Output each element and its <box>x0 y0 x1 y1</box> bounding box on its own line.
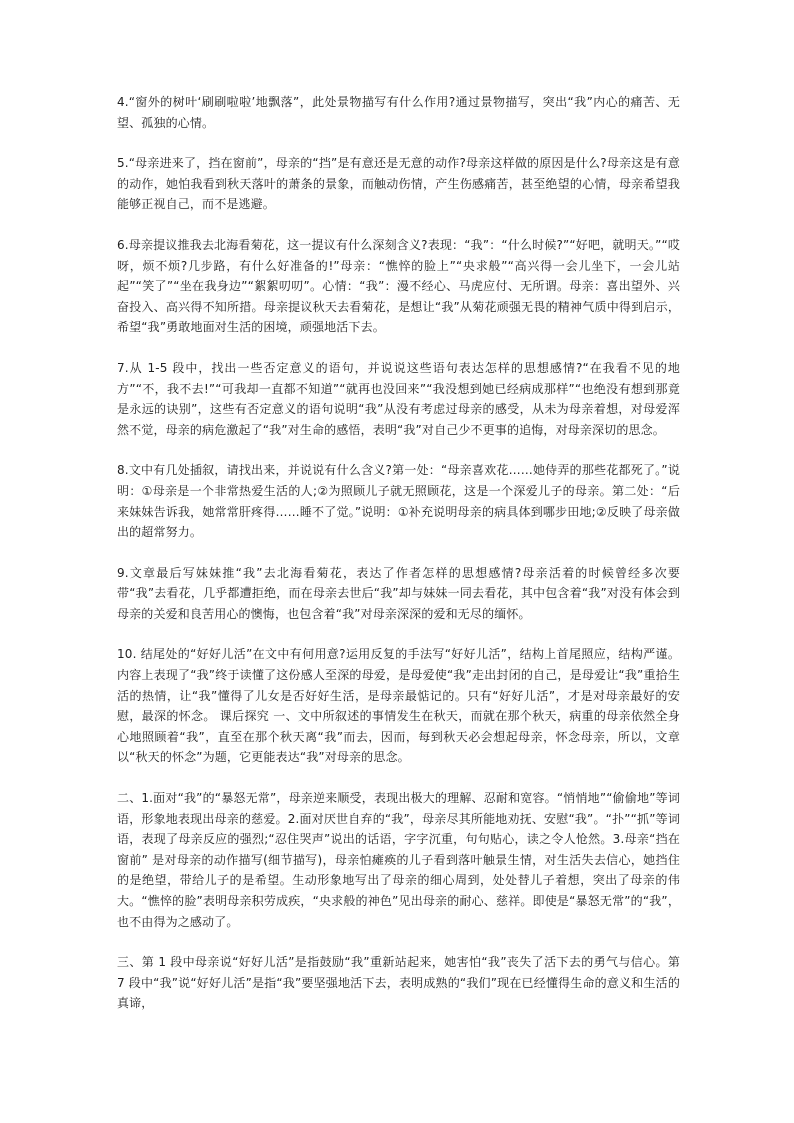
paragraph-q7: 7.从 1-5 段中，找出一些否定意义的语句，并说说这些语句表达怎样的思想感情?“在我看不见的地方”“不，我不去!”“可我却一直都不知道”“就再也没回来”“我没想到她已经病成那样”“也绝没有想到那竟是永远的诀别”，这些有否定意义的语句说明“我”从没有考虑过母亲的感受，从未为母亲着想，对母爱浑然不觉，母亲的病危激起了“我”对生命的感悟，表明“我”对自己少不更事的追悔，对母亲深切的思念。 <box>117 360 680 437</box>
paragraph-q6: 6.母亲提议推我去北海看菊花，这一提议有什么深刻含义?表现：“我”：“什么时候?”“好吧，就明天。”“哎呀，烦不烦?几步路，有什么好准备的!”母亲：“憔悴的脸上”“央求般”“高兴得一会儿坐下，一会儿站起”“笑了”“坐在我身边”“絮絮叨叨”。心情：“我”：漫不经心、马虎应付、无所谓。母亲：喜出望外、兴奋投入、高兴得不知所措。母亲提议秋天去看菊花，是想让“我”从菊花顽强无畏的精神气质中得到启示，希望“我”勇敢地面对生活的困境，顽强地活下去。 <box>117 237 680 335</box>
paragraph-q8: 8.文中有几处插叙，请找出来，并说说有什么含义?第一处：“母亲喜欢花……她侍弄的那些花都死了。”说明：①母亲是一个非常热爱生活的人;②为照顾儿子就无照顾花，这是一个深爱儿子的母亲。第二处：“后来妹妹告诉我，她常常肝疼得……睡不了觉。”说明：①补充说明母亲的病具体到哪步田地;②反映了母亲做出的超常努力。 <box>117 463 680 540</box>
paragraph-q4: 4.“窗外的树叶‘刷刷啦啦’地飘落”，此处景物描写有什么作用?通过景物描写，突出“我”内心的痛苦、无望、孤独的心情。 <box>117 95 680 130</box>
paragraph-q10: 10. 结尾处的“好好儿活”在文中有何用意?运用反复的手法写“好好儿活”，结构上首尾照应，结构严谨。内容上表现了“我”终于读懂了这份感人至深的母爱，是母爱使“我”走出封闭的自己，是母爱让“我”重拾生活的热情，让“我”懂得了儿女是否好好生活，是母亲最惦记的。只有“好好儿活”，才是对母亲最好的安慰，最深的怀念。 课后探究 一、文中所叙述的事情发生在秋天，而就在那个秋天，病重的母亲依然全身心地照顾着“我”，直至在那个秋天离“我”而去，因而，每到秋天必会想起母亲，怀念母亲，所以，文章以“秋天的怀念”为题，它更能表达“我”对母亲的思念。 <box>117 647 680 765</box>
paragraph-q5: 5.“母亲进来了，挡在窗前”，母亲的“挡”是有意还是无意的动作?母亲这样做的原因是什么?母亲这是有意的动作，她怕我看到秋天落叶的萧条的景象，而触动伤情，产生伤感痛苦，甚至绝望的心情，母亲希望我能够正视自己，而不是逃避。 <box>117 156 680 212</box>
paragraph-part-three: 三、第 1 段中母亲说“好好儿活”是指鼓励“我”重新站起来，她害怕“我”丧失了活下去的勇气与信心。第 7 段中“我”说“好好儿活”是指“我”要坚强地活下去，表明成熟的“我们”现在已经懂得生命的意义和生活的真谛， <box>117 955 680 1011</box>
paragraph-part-two: 二、1.面对“我”的“暴怒无常”，母亲逆来顺受，表现出极大的理解、忍耐和宽容。“悄悄地”“偷偷地”等词语，形象地表现出母亲的慈爱。2.面对厌世自弃的“我”，母亲尽其所能地劝抚、安慰“我”。“扑”“抓”等词语，表现了母亲反应的强烈;“忍住哭声”说出的话语，字字沉重，句句贴心，读之令人怆然。3.母亲“挡在窗前” 是对母亲的动作描写(细节描写)，母亲怕瘫痪的儿子看到落叶触景生情，对生活失去信心，她挡住的是绝望，带给儿子的是希望。生动形象地写出了母亲的细心周到，处处替儿子着想，突出了母亲的伟大。“憔悴的脸”表明母亲积劳成疾，“央求般的神色”见出母亲的耐心、慈祥。即使是“暴怒无常”的“我”，也不由得为之感动了。 <box>117 791 680 929</box>
paragraph-q9: 9.文章最后写妹妹推“我”去北海看菊花，表达了作者怎样的思想感情?母亲活着的时候曾经多次要带“我”去看花，几乎都遭拒绝，而在母亲去世后“我”却与妹妹一同去看花，其中包含着“我”对没有体会到母亲的关爱和良苦用心的懊悔，也包含着“我”对母亲深深的爱和无尽的缅怀。 <box>117 565 680 621</box>
document-page <box>117 92 680 1034</box>
